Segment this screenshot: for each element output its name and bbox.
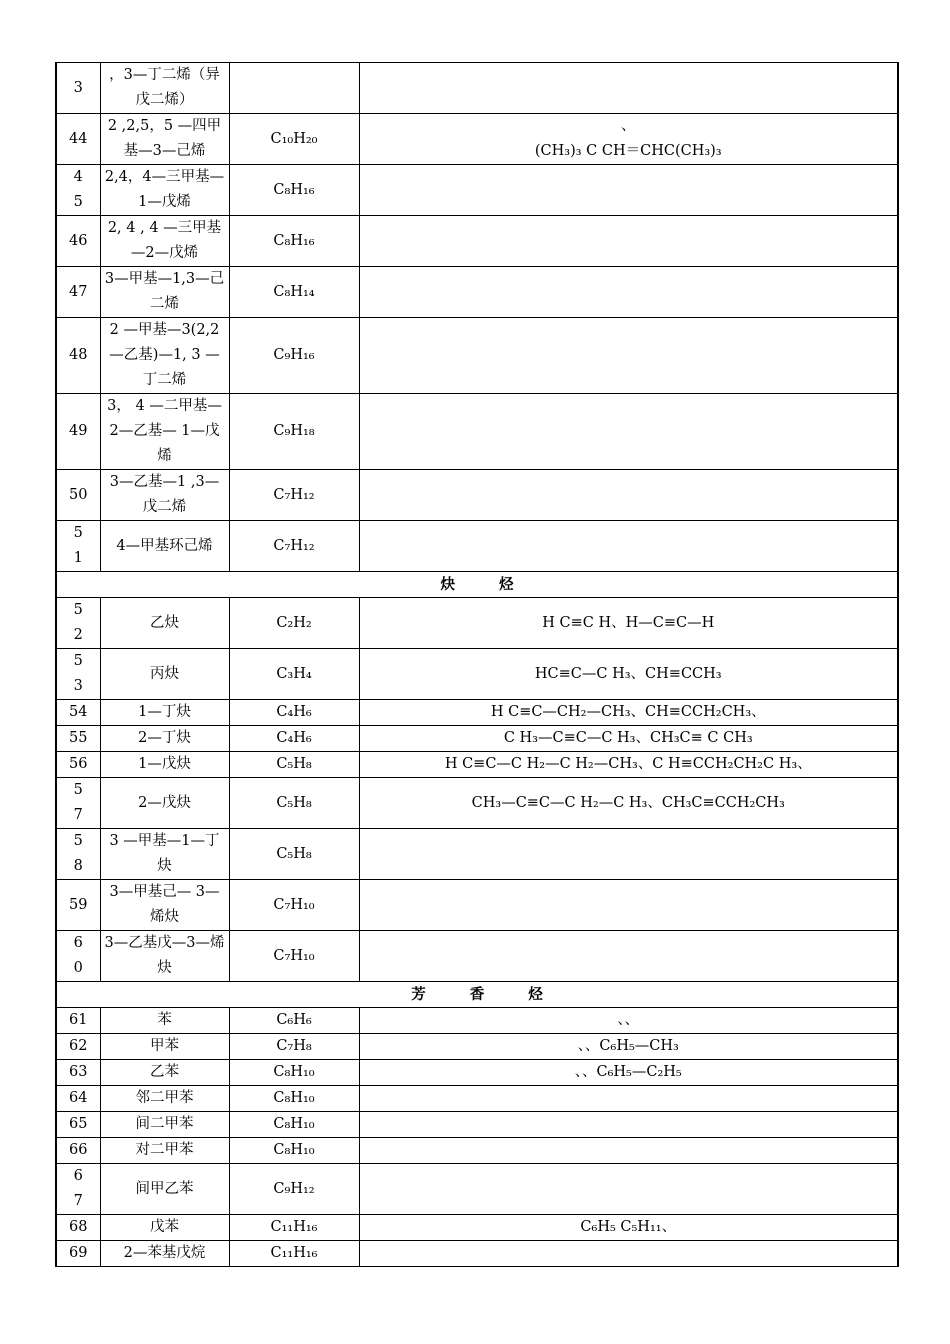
structural-formula bbox=[359, 931, 898, 982]
molecular-formula: C₁₁H₁₆ bbox=[229, 1215, 359, 1241]
table-row bbox=[56, 1112, 898, 1138]
table-row bbox=[56, 880, 898, 931]
compound-name: 对二甲苯 bbox=[100, 1138, 229, 1164]
structural-formula bbox=[359, 216, 898, 267]
row-number: 66 bbox=[56, 1138, 100, 1164]
compound-name: 间二甲苯 bbox=[100, 1112, 229, 1138]
molecular-formula: C₂H₂ bbox=[229, 598, 359, 649]
compound-name: 3—乙基戊—3—烯炔 bbox=[100, 931, 229, 982]
compound-name: 4—甲基环己烯 bbox=[100, 521, 229, 572]
table-row bbox=[56, 1008, 898, 1034]
table-row bbox=[56, 318, 898, 394]
row-number: 5 1 bbox=[56, 521, 100, 572]
compound-name: 丙炔 bbox=[100, 649, 229, 700]
row-number: 68 bbox=[56, 1215, 100, 1241]
structural-formula bbox=[359, 394, 898, 470]
row-number: 5 2 bbox=[56, 598, 100, 649]
structural-formula: H C≡C—CH₂—CH₃、CH≡CCH₂CH₃、 bbox=[359, 700, 898, 726]
structural-formula: H C≡C H、H—C≡C—H bbox=[359, 598, 898, 649]
table-row bbox=[56, 598, 898, 649]
table-row bbox=[56, 726, 898, 752]
compound-name: 2 —甲基—3(2,2—乙基)—1, 3 —丁二烯 bbox=[100, 318, 229, 394]
compound-table-body bbox=[56, 63, 898, 1267]
table-row bbox=[56, 521, 898, 572]
row-number: 56 bbox=[56, 752, 100, 778]
table-row bbox=[56, 165, 898, 216]
table-row bbox=[56, 1034, 898, 1060]
section-title-char: 烃 bbox=[528, 986, 543, 1003]
table-row bbox=[56, 114, 898, 165]
structural-formula bbox=[359, 1164, 898, 1215]
molecular-formula: C₉H₁₂ bbox=[229, 1164, 359, 1215]
row-number: 62 bbox=[56, 1034, 100, 1060]
structural-formula bbox=[359, 63, 898, 114]
row-number: 5 7 bbox=[56, 778, 100, 829]
table-row bbox=[56, 1241, 898, 1267]
row-number: 50 bbox=[56, 470, 100, 521]
section-title-char: 烃 bbox=[499, 576, 514, 593]
molecular-formula: C₈H₁₀ bbox=[229, 1086, 359, 1112]
structural-formula: 、、 bbox=[359, 1008, 898, 1034]
table-row bbox=[56, 931, 898, 982]
row-number: 46 bbox=[56, 216, 100, 267]
table-row bbox=[56, 1164, 898, 1215]
molecular-formula: C₅H₈ bbox=[229, 778, 359, 829]
compound-name: 3 —甲基—1—丁炔 bbox=[100, 829, 229, 880]
compound-name: 2 ,2,5，5 —四甲基—3—己烯 bbox=[100, 114, 229, 165]
compound-name: 3—甲基己— 3—烯炔 bbox=[100, 880, 229, 931]
molecular-formula: C₇H₁₂ bbox=[229, 521, 359, 572]
molecular-formula bbox=[229, 63, 359, 114]
row-number: 6 0 bbox=[56, 931, 100, 982]
structural-formula bbox=[359, 318, 898, 394]
molecular-formula: C₅H₈ bbox=[229, 752, 359, 778]
molecular-formula: C₃H₄ bbox=[229, 649, 359, 700]
table-row bbox=[56, 1060, 898, 1086]
compound-name: 甲苯 bbox=[100, 1034, 229, 1060]
table-row bbox=[56, 1215, 898, 1241]
compound-name: 乙苯 bbox=[100, 1060, 229, 1086]
structural-formula: C₆H₅ C₅H₁₁、 bbox=[359, 1215, 898, 1241]
molecular-formula: C₇H₁₀ bbox=[229, 931, 359, 982]
molecular-formula: C₉H₁₆ bbox=[229, 318, 359, 394]
row-number: 59 bbox=[56, 880, 100, 931]
molecular-formula: C₉H₁₈ bbox=[229, 394, 359, 470]
table-row bbox=[56, 700, 898, 726]
section-title bbox=[56, 982, 898, 1008]
structural-formula bbox=[359, 1086, 898, 1112]
row-number: 55 bbox=[56, 726, 100, 752]
section-title bbox=[56, 572, 898, 598]
molecular-formula: C₇H₁₂ bbox=[229, 470, 359, 521]
structural-formula: 、、C₆H₅—C₂H₅ bbox=[359, 1060, 898, 1086]
structural-formula bbox=[359, 829, 898, 880]
compound-name: 苯 bbox=[100, 1008, 229, 1034]
row-number: 63 bbox=[56, 1060, 100, 1086]
row-number: 65 bbox=[56, 1112, 100, 1138]
compound-name: ，3—丁二烯（异戊二烯） bbox=[100, 63, 229, 114]
compound-name: 戊苯 bbox=[100, 1215, 229, 1241]
row-number: 47 bbox=[56, 267, 100, 318]
compound-name: 2—戊炔 bbox=[100, 778, 229, 829]
section-header-row bbox=[56, 572, 898, 598]
structural-formula bbox=[359, 521, 898, 572]
compound-name: 2,4，4—三甲基—1—戊烯 bbox=[100, 165, 229, 216]
structural-formula: H C≡C—C H₂—C H₂—CH₃、C H≡CCH₂CH₂C H₃、 bbox=[359, 752, 898, 778]
row-number: 44 bbox=[56, 114, 100, 165]
table-row bbox=[56, 649, 898, 700]
molecular-formula: C₈H₁₆ bbox=[229, 216, 359, 267]
structural-formula: CH₃—C≡C—C H₂—C H₃、CH₃C≡CCH₂CH₃ bbox=[359, 778, 898, 829]
row-number: 5 8 bbox=[56, 829, 100, 880]
table-row bbox=[56, 394, 898, 470]
structural-formula: HC≡C—C H₃、CH≡CCH₃ bbox=[359, 649, 898, 700]
table-row bbox=[56, 1086, 898, 1112]
table-row bbox=[56, 63, 898, 114]
table-row bbox=[56, 752, 898, 778]
table-row bbox=[56, 470, 898, 521]
structural-formula: 、 (CH₃)₃ C CH＝CHC(CH₃)₃ bbox=[359, 114, 898, 165]
structural-formula bbox=[359, 470, 898, 521]
compound-name: 2, 4 , 4 —三甲基—2—戊烯 bbox=[100, 216, 229, 267]
structural-formula bbox=[359, 165, 898, 216]
row-number: 3 bbox=[56, 63, 100, 114]
compound-name: 1—丁炔 bbox=[100, 700, 229, 726]
compound-name: 3—甲基—1,3—己二烯 bbox=[100, 267, 229, 318]
row-number: 54 bbox=[56, 700, 100, 726]
row-number: 48 bbox=[56, 318, 100, 394]
compound-name: 3—乙基—1 ,3—戊二烯 bbox=[100, 470, 229, 521]
molecular-formula: C₁₁H₁₆ bbox=[229, 1241, 359, 1267]
molecular-formula: C₇H₁₀ bbox=[229, 880, 359, 931]
row-number: 69 bbox=[56, 1241, 100, 1267]
molecular-formula: C₆H₆ bbox=[229, 1008, 359, 1034]
row-number: 4 5 bbox=[56, 165, 100, 216]
row-number: 64 bbox=[56, 1086, 100, 1112]
compound-name: 2—苯基戊烷 bbox=[100, 1241, 229, 1267]
table-row bbox=[56, 1138, 898, 1164]
structural-formula bbox=[359, 1138, 898, 1164]
molecular-formula: C₈H₁₆ bbox=[229, 165, 359, 216]
section-header-row bbox=[56, 982, 898, 1008]
section-title-char: 芳 bbox=[411, 986, 426, 1003]
compound-table bbox=[55, 62, 899, 1267]
molecular-formula: C₄H₆ bbox=[229, 700, 359, 726]
section-title-char: 香 bbox=[469, 986, 485, 1003]
compound-name: 邻二甲苯 bbox=[100, 1086, 229, 1112]
molecular-formula: C₈H₁₀ bbox=[229, 1112, 359, 1138]
row-number: 5 3 bbox=[56, 649, 100, 700]
structural-formula bbox=[359, 880, 898, 931]
structural-formula: C H₃—C≡C—C H₃、CH₃C≡ C CH₃ bbox=[359, 726, 898, 752]
row-number: 6 7 bbox=[56, 1164, 100, 1215]
compound-name: 乙炔 bbox=[100, 598, 229, 649]
molecular-formula: C₁₀H₂₀ bbox=[229, 114, 359, 165]
molecular-formula: C₈H₁₄ bbox=[229, 267, 359, 318]
row-number: 49 bbox=[56, 394, 100, 470]
structural-formula bbox=[359, 1241, 898, 1267]
table-row bbox=[56, 216, 898, 267]
molecular-formula: C₈H₁₀ bbox=[229, 1060, 359, 1086]
compound-name: 间甲乙苯 bbox=[100, 1164, 229, 1215]
compound-name: 2—丁炔 bbox=[100, 726, 229, 752]
molecular-formula: C₈H₁₀ bbox=[229, 1138, 359, 1164]
structural-formula bbox=[359, 267, 898, 318]
compound-name: 3， 4 —二甲基—2—乙基— 1—戊烯 bbox=[100, 394, 229, 470]
structural-formula: 、、C₆H₅—CH₃ bbox=[359, 1034, 898, 1060]
table-row bbox=[56, 778, 898, 829]
table-row bbox=[56, 267, 898, 318]
structural-formula bbox=[359, 1112, 898, 1138]
section-title-char: 炔 bbox=[440, 576, 455, 593]
molecular-formula: C₅H₈ bbox=[229, 829, 359, 880]
table-row bbox=[56, 829, 898, 880]
compound-name: 1—戊炔 bbox=[100, 752, 229, 778]
row-number: 61 bbox=[56, 1008, 100, 1034]
molecular-formula: C₇H₈ bbox=[229, 1034, 359, 1060]
molecular-formula: C₄H₆ bbox=[229, 726, 359, 752]
